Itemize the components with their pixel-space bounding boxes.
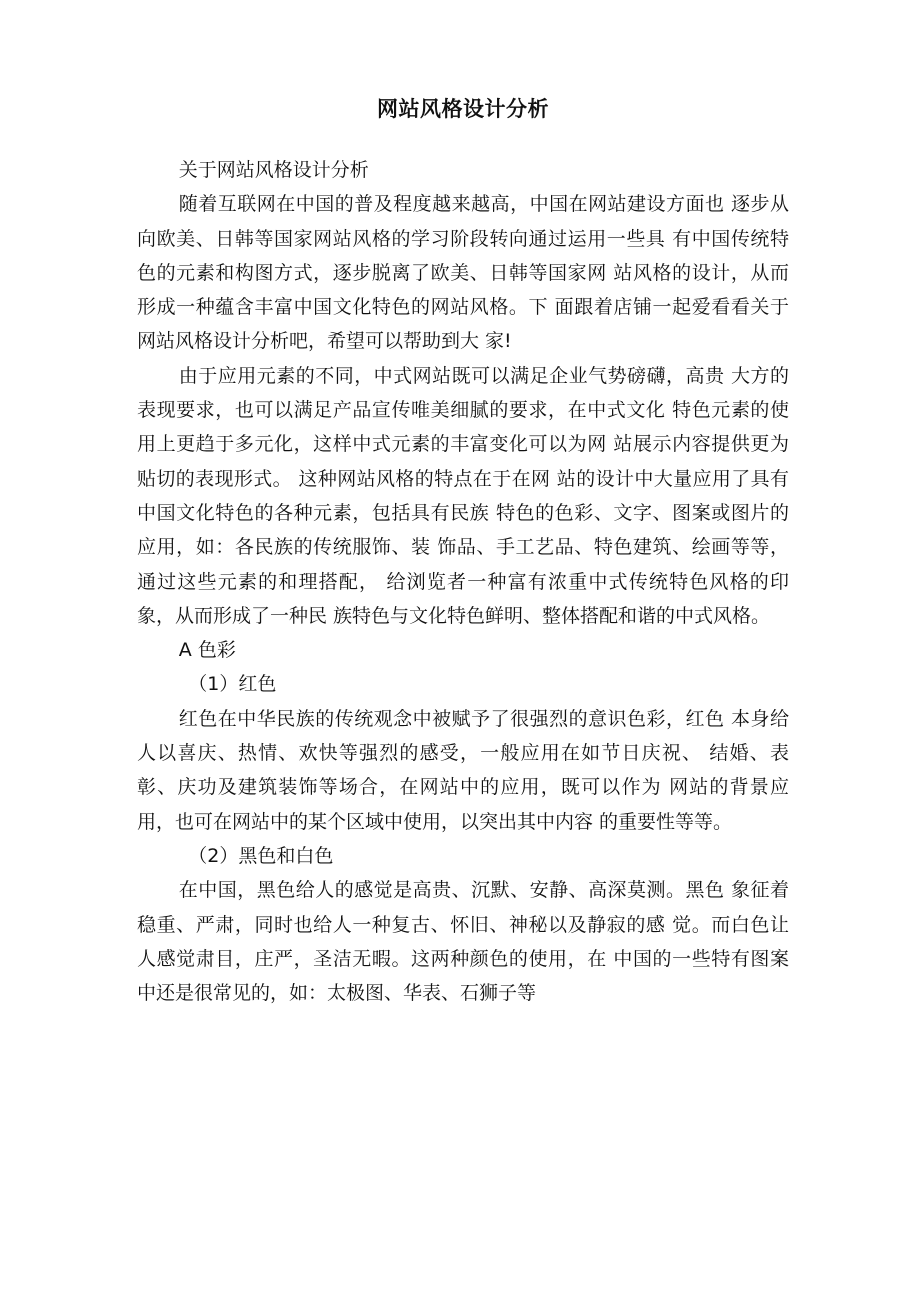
paragraph-intro: 随着互联网在中国的普及程度越来越高，中国在网站建设方面也 逐步从向欧美、日韩等国家网站风格的学习阶段转向通过运用一些具 有中国传统特色的元素和构图方式，逐步脱离了欧美、日韩等国家网 站风格的设计，从而形成一种蕴含丰富中国文化特色的网站风格。下 面跟着店铺一起爱看看关于网站风格设计分析吧，希望可以帮助到大 家! <box>137 193 789 353</box>
paragraph-elements: 由于应用元素的不同，中式网站既可以满足企业气势磅礴，高贵 大方的表现要求，也可以满足产品宣传唯美细腻的要求，在中式文化 特色元素的使用上更趋于多元化，这样中式元素的丰富变化可以为网 站展示内容提供更为贴切的表现形式。 这种网站风格的特点在于在网 站的设计中大量应用了具有中国文化特色的各种元素，包括具有民族 特色的色彩、文字、图案或图片的应用，如：各民族的传统服饰、装 饰品、手工艺品、特色建筑、绘画等等，通过这些元素的和理搭配， 给浏览者一种富有浓重中式传统特色风格的印象，从而形成了一种民 族特色与文化特色鲜明、整体搭配和谐的中式风格。 <box>137 364 789 627</box>
subheading-red: （1）红色 <box>188 673 277 696</box>
intro-heading: 关于网站风格设计分析 <box>178 159 369 181</box>
paragraph-black-white: 在中国，黑色给人的感觉是高贵、沉默、安静、高深莫测。黑色 象征着稳重、严肃，同时也给人一种复古、怀旧、神秘以及静寂的感 觉。而白色让人感觉肃目，庄严，圣洁无暇。这两种颜色的使用，在 中国的一些特有图案中还是很常见的，如：太极图、华表、石狮子等 <box>137 879 789 1005</box>
section-heading-color: A 色彩 <box>178 639 236 662</box>
paragraph-red: 红色在中华民族的传统观念中被赋予了很强烈的意识色彩，红色 本身给人以喜庆、热情、欢快等强烈的感受，一般应用在如节日庆祝、 结婚、表彰、庆功及建筑装饰等场合，在网站中的应用，既可以作为 网站的背景应用，也可在网站中的某个区域中使用，以突出其中内容 的重要性等等。 <box>137 707 789 833</box>
document-body <box>137 153 789 1010</box>
subheading-black-white: （2）黑色和白色 <box>188 844 334 867</box>
document-title: 网站风格设计分析 <box>377 97 549 121</box>
